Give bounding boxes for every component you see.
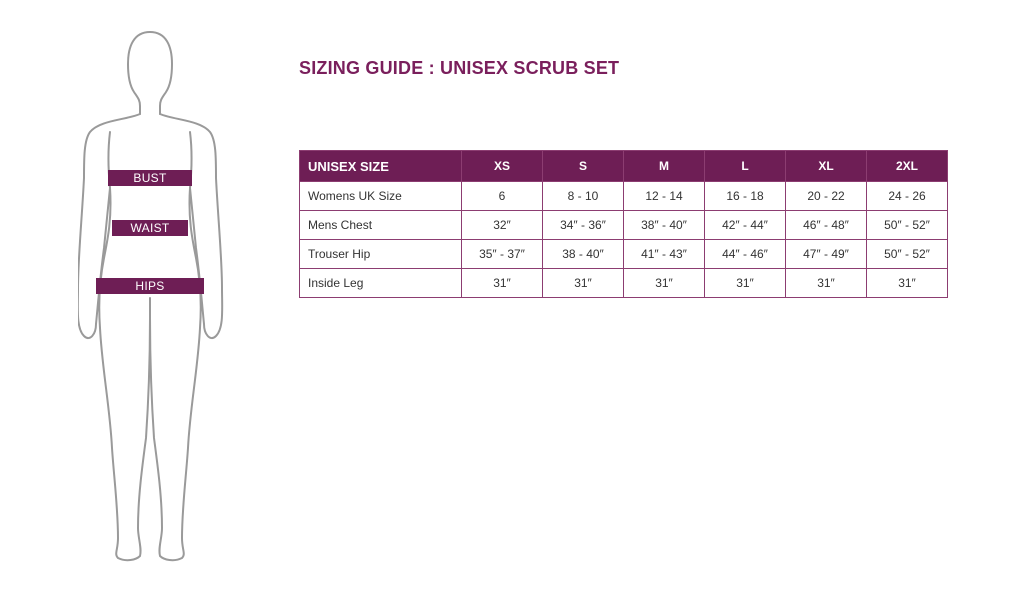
hips-band	[96, 278, 204, 294]
table-cell: 12 - 14	[624, 182, 705, 211]
table-cell: 34″ - 36″	[543, 211, 624, 240]
table-cell: 38 - 40″	[543, 240, 624, 269]
size-header-xl: XL	[786, 151, 867, 182]
row-label: Womens UK Size	[300, 182, 462, 211]
table-row	[300, 211, 948, 240]
table-cell: 31″	[705, 269, 786, 298]
row-label: Mens Chest	[300, 211, 462, 240]
size-header-2xl: 2XL	[867, 151, 948, 182]
table-cell: 50″ - 52″	[867, 240, 948, 269]
table-cell: 20 - 22	[786, 182, 867, 211]
waist-label: WAIST	[130, 221, 170, 235]
waist-band	[112, 220, 188, 236]
table-cell: 24 - 26	[867, 182, 948, 211]
size-header-row	[300, 151, 948, 182]
table-cell: 42″ - 44″	[705, 211, 786, 240]
body-figure	[78, 28, 248, 568]
table-cell: 31″	[786, 269, 867, 298]
table-cell: 46″ - 48″	[786, 211, 867, 240]
row-label: Inside Leg	[300, 269, 462, 298]
header-label: UNISEX SIZE	[300, 151, 462, 182]
table-cell: 35″ - 37″	[462, 240, 543, 269]
table-cell: 31″	[543, 269, 624, 298]
table-cell: 50″ - 52″	[867, 211, 948, 240]
table-row	[300, 240, 948, 269]
table-cell: 44″ - 46″	[705, 240, 786, 269]
row-label: Trouser Hip	[300, 240, 462, 269]
bust-label: BUST	[133, 171, 167, 185]
size-header-xs: XS	[462, 151, 543, 182]
size-header-m: M	[624, 151, 705, 182]
bust-band	[108, 170, 192, 186]
table-cell: 31″	[867, 269, 948, 298]
table-cell: 31″	[624, 269, 705, 298]
size-header-l: L	[705, 151, 786, 182]
page-title: SIZING GUIDE : UNISEX SCRUB SET	[299, 58, 620, 78]
table-cell: 38″ - 40″	[624, 211, 705, 240]
table-cell: 41″ - 43″	[624, 240, 705, 269]
size-table	[299, 150, 948, 298]
table-cell: 32″	[462, 211, 543, 240]
table-cell: 47″ - 49″	[786, 240, 867, 269]
size-header-s: S	[543, 151, 624, 182]
table-row	[300, 269, 948, 298]
table-row	[300, 182, 948, 211]
table-cell: 8 - 10	[543, 182, 624, 211]
body-outline-illustration	[78, 28, 248, 568]
table-cell: 6	[462, 182, 543, 211]
table-cell: 16 - 18	[705, 182, 786, 211]
table-cell: 31″	[462, 269, 543, 298]
hips-label: HIPS	[135, 279, 165, 293]
